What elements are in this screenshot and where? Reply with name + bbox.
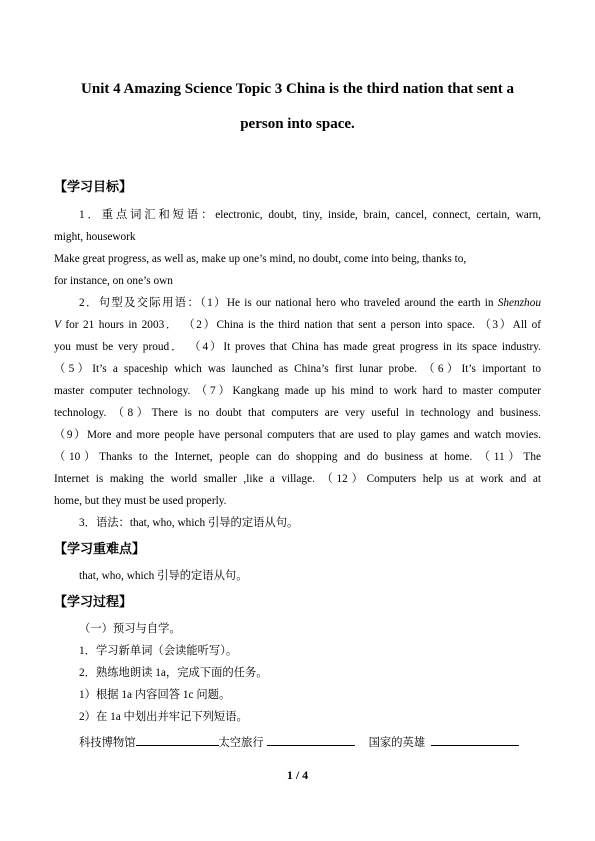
objectives-text: for 21 hours in 2003． （2）China is the third nation that sent a person into space. （3）All of [60, 319, 541, 331]
objectives-line: might, housework [54, 231, 136, 243]
process-heading: 【学习过程】 [54, 595, 133, 610]
objectives-line: for instance, on one’s own [54, 275, 173, 287]
objectives-italic-text: V [54, 319, 61, 331]
difficulty-text: that, who, which 引导的定语从句。 [79, 570, 248, 582]
objectives-line: 1．重点词汇和短语：electronic, doubt, tiny, inside, brain, cancel, connect, certain, warn, [79, 209, 541, 221]
objectives-line: （10）Thanks to the Internet, people can do shopping and do business at home. （11）The [54, 451, 541, 463]
page-number: 1 / 4 [286, 768, 309, 782]
page-title-line-2: person into space. [240, 116, 355, 132]
fill-label: 国家的英雄 [368, 737, 426, 749]
objectives-line: home, but they must be used properly. [54, 495, 227, 507]
objectives-line: （9）More and more people have personal computers that are used to play games and watch movies. [54, 429, 541, 441]
fill-label: 太空旅行 [218, 737, 264, 749]
objectives-line: （5）It’s a spaceship which was launched as China’s first lunar probe. （6）It’s important to [54, 363, 541, 375]
page-title-line-1: Unit 4 Amazing Science Topic 3 China is the third nation that sent a [81, 81, 514, 97]
objectives-line [79, 296, 541, 311]
objectives-heading: 【学习目标】 [54, 180, 133, 195]
objectives-line: Internet is making the world smaller ,like a village. （12）Computers help us at work and at [54, 473, 541, 485]
difficulty-heading: 【学习重难点】 [54, 542, 146, 557]
answer-blank[interactable] [267, 734, 355, 746]
objectives-line: master computer technology. （7）Kangkang made up his mind to work hard to master computer [54, 385, 541, 397]
objectives-line [54, 318, 541, 333]
fill-label: 科技博物馆 [79, 737, 136, 749]
objectives-line: Make great progress, as well as, make up one’s mind, no doubt, come into being, thanks to, [54, 253, 467, 265]
objectives-text: 2．句型及交际用语：（1）He is our national hero who traveled around the earth in [79, 297, 498, 309]
process-line: 2．熟练地朗读 1a，完成下面的任务。 [79, 667, 268, 679]
process-line: 1．学习新单词（会读能听写）。 [79, 645, 238, 657]
process-line: （一）预习与自学。 [79, 623, 181, 635]
answer-blank[interactable] [431, 734, 519, 746]
objectives-line: 3．语法：that, who, which 引导的定语从句。 [79, 517, 299, 529]
objectives-line: technology. （8）There is no doubt that computers are very useful in technology and business. [54, 407, 541, 419]
objectives-italic-text: Shenzhou [497, 297, 541, 309]
answer-blank[interactable] [136, 734, 219, 746]
fill-in-row [79, 734, 541, 751]
process-line: 1）根据 1a 内容回答 1c 问题。 [79, 689, 231, 701]
process-line: 2）在 1a 中划出并牢记下列短语。 [79, 711, 248, 723]
objectives-line: you must be very proud． （4）It proves that China has made great progress in its space industry. [54, 341, 541, 353]
